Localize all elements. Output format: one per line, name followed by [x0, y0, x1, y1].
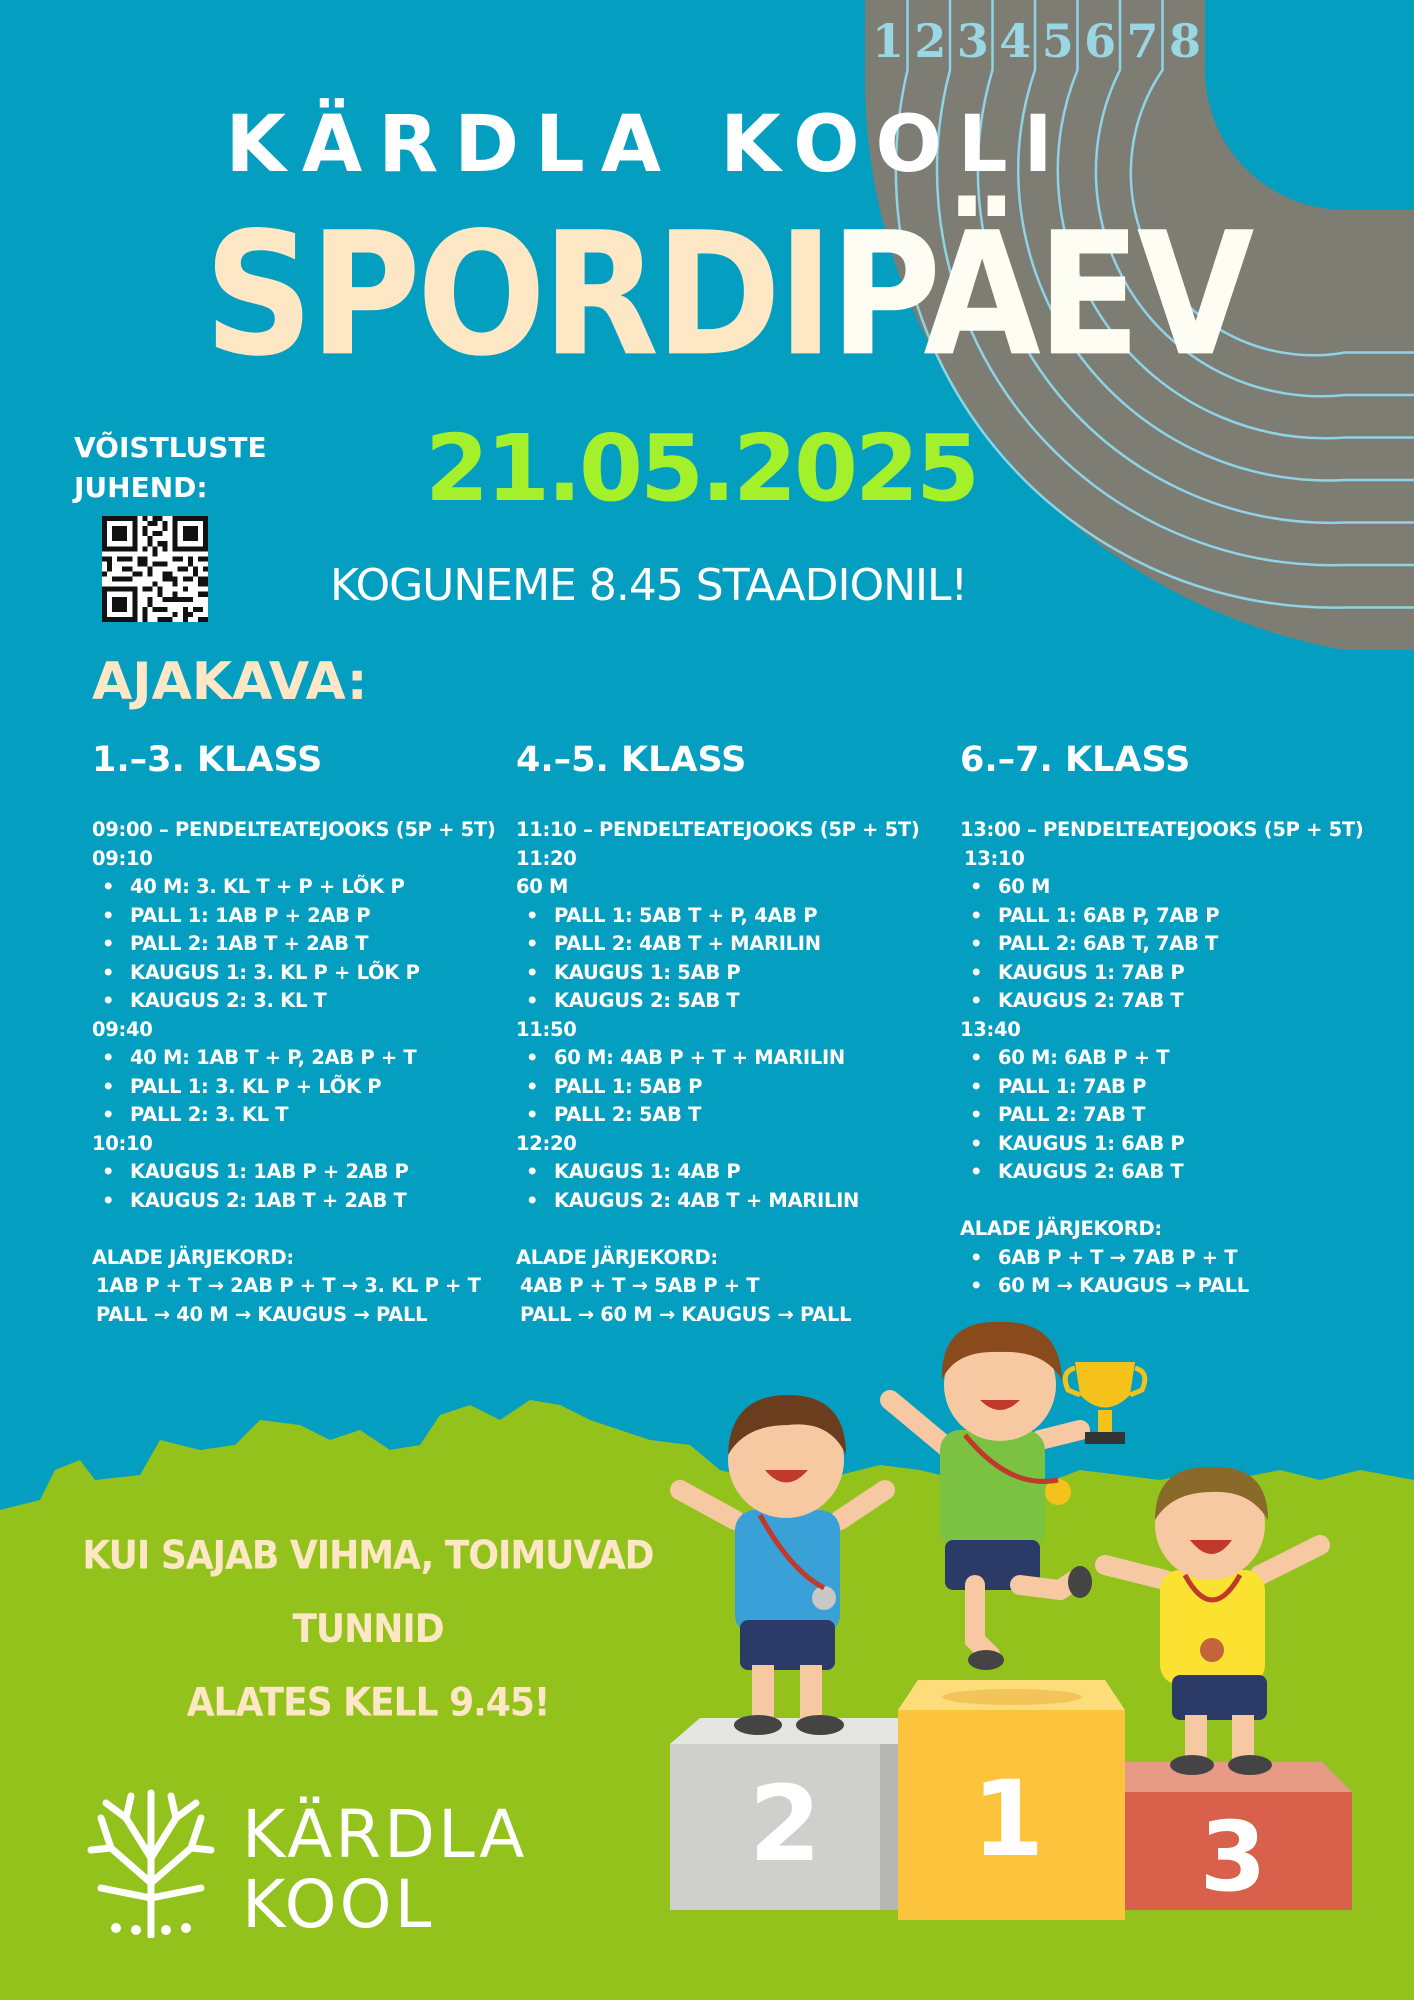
podium-number-3: 3	[1199, 1801, 1267, 1913]
list-item: • 40 M: 1AB T + P, 2AB P + T	[92, 1044, 495, 1073]
podium-number-2: 2	[748, 1763, 822, 1885]
list-item: • 60 M → KAUGUS → PALL	[960, 1272, 1363, 1301]
order-label: ALADE JÄRJEKORD:	[960, 1217, 1162, 1240]
list-item: • PALL 2: 3. KL T	[92, 1101, 495, 1130]
list-item: • PALL 2: 5AB T	[516, 1101, 919, 1130]
time-line: 09:00 – PENDELTEATEJOOKS (5P + 5T)	[92, 818, 496, 841]
time-line: 60 M	[516, 875, 569, 898]
list-item: • KAUGUS 1: 5AB P	[516, 959, 919, 988]
lane-number: 6	[1084, 14, 1118, 68]
time-line: 11:20	[516, 846, 577, 870]
list-item: • KAUGUS 1: 1AB P + 2AB P	[92, 1158, 495, 1187]
lane-number: 7	[1126, 14, 1160, 68]
order-line: 1AB P + T → 2AB P + T → 3. KL P + T	[96, 1274, 481, 1297]
lane-number: 5	[1041, 14, 1075, 68]
list-item: • PALL 2: 1AB T + 2AB T	[92, 930, 495, 959]
list-item: • KAUGUS 2: 3. KL T	[92, 987, 495, 1016]
order-line: PALL → 60 M → KAUGUS → PALL	[520, 1302, 852, 1326]
order-label: ALADE JÄRJEKORD:	[92, 1245, 294, 1269]
event-title-part2: PÄEV	[829, 195, 1251, 394]
list-item: • PALL 1: 5AB T + P, 4AB P	[516, 902, 919, 931]
list-item: • 60 M: 4AB P + T + MARILIN	[516, 1044, 919, 1073]
list-item: • PALL 2: 6AB T, 7AB T	[960, 930, 1363, 959]
podium-number-1: 1	[971, 1758, 1045, 1880]
event-title-part1: SPORDI	[204, 195, 830, 394]
time-line: 13:00 – PENDELTEATEJOOKS (5P + 5T)	[960, 818, 1364, 841]
column-title: 1.–3. KLASS	[92, 740, 323, 780]
time-line: 12:20	[516, 1131, 577, 1155]
time-line: 11:50	[516, 1017, 577, 1041]
list-item: • PALL 1: 1AB P + 2AB P	[92, 902, 495, 931]
time-line: 13:10	[964, 846, 1025, 870]
list-item: • PALL 1: 5AB P	[516, 1073, 919, 1102]
list-item: • KAUGUS 2: 5AB T	[516, 987, 919, 1016]
gathering-info: KOGUNEME 8.45 STAADIONIL!	[330, 560, 968, 611]
list-item: • PALL 2: 7AB T	[960, 1101, 1363, 1130]
guide-label: VÕISTLUSTE JUHEND:	[74, 431, 267, 504]
list-item: • PALL 1: 6AB P, 7AB P	[960, 902, 1363, 931]
list-item: • PALL 2: 4AB T + MARILIN	[516, 930, 919, 959]
list-item: • 40 M: 3. KL T + P + LÕK P	[92, 873, 495, 902]
lane-number: 2	[914, 14, 948, 68]
rain-notice: KUI SAJAB VIHMA, TOIMUVAD TUNNID ALATES KELL 9.45!	[82, 1533, 654, 1726]
schedule-heading: AJAKAVA:	[92, 652, 368, 712]
list-item: • PALL 1: 3. KL P + LÕK P	[92, 1073, 495, 1102]
event-date: 21.05.2025	[425, 415, 978, 522]
tree-logo-icon	[86, 1788, 216, 1938]
list-item: • KAUGUS 1: 6AB P	[960, 1130, 1363, 1159]
time-line: 09:10	[92, 846, 153, 870]
time-line: 09:40	[92, 1017, 153, 1041]
time-line: 13:40	[960, 1017, 1021, 1041]
list-item: • KAUGUS 2: 7AB T	[960, 987, 1363, 1016]
column-title: 4.–5. KLASS	[516, 740, 747, 780]
list-item: • 60 M	[960, 873, 1363, 902]
list-item: • 6AB P + T → 7AB P + T	[960, 1244, 1363, 1273]
lane-number: 4	[999, 14, 1033, 68]
lane-number: 3	[956, 14, 990, 68]
order-label: ALADE JÄRJEKORD:	[516, 1245, 718, 1269]
school-logo-text: KÄRDLA KOOL	[242, 1796, 528, 1943]
time-line: 10:10	[92, 1131, 153, 1155]
school-title: KÄRDLA KOOLI	[225, 100, 1069, 190]
time-line: 11:10 – PENDELTEATEJOOKS (5P + 5T)	[516, 818, 920, 841]
order-line: PALL → 40 M → KAUGUS → PALL	[96, 1302, 428, 1326]
list-item: • KAUGUS 2: 6AB T	[960, 1158, 1363, 1187]
order-line: 4AB P + T → 5AB P + T	[520, 1274, 760, 1297]
lane-number: 1	[872, 14, 906, 68]
list-item: • KAUGUS 1: 7AB P	[960, 959, 1363, 988]
list-item: • 60 M: 6AB P + T	[960, 1044, 1363, 1073]
lane-number: 8	[1168, 14, 1202, 68]
list-item: • KAUGUS 1: 3. KL P + LÕK P	[92, 959, 495, 988]
list-item: • KAUGUS 2: 1AB T + 2AB T	[92, 1187, 495, 1216]
list-item: • KAUGUS 1: 4AB P	[516, 1158, 919, 1187]
list-item: • KAUGUS 2: 4AB T + MARILIN	[516, 1187, 919, 1216]
list-item: • PALL 1: 7AB P	[960, 1073, 1363, 1102]
column-title: 6.–7. KLASS	[960, 740, 1191, 780]
